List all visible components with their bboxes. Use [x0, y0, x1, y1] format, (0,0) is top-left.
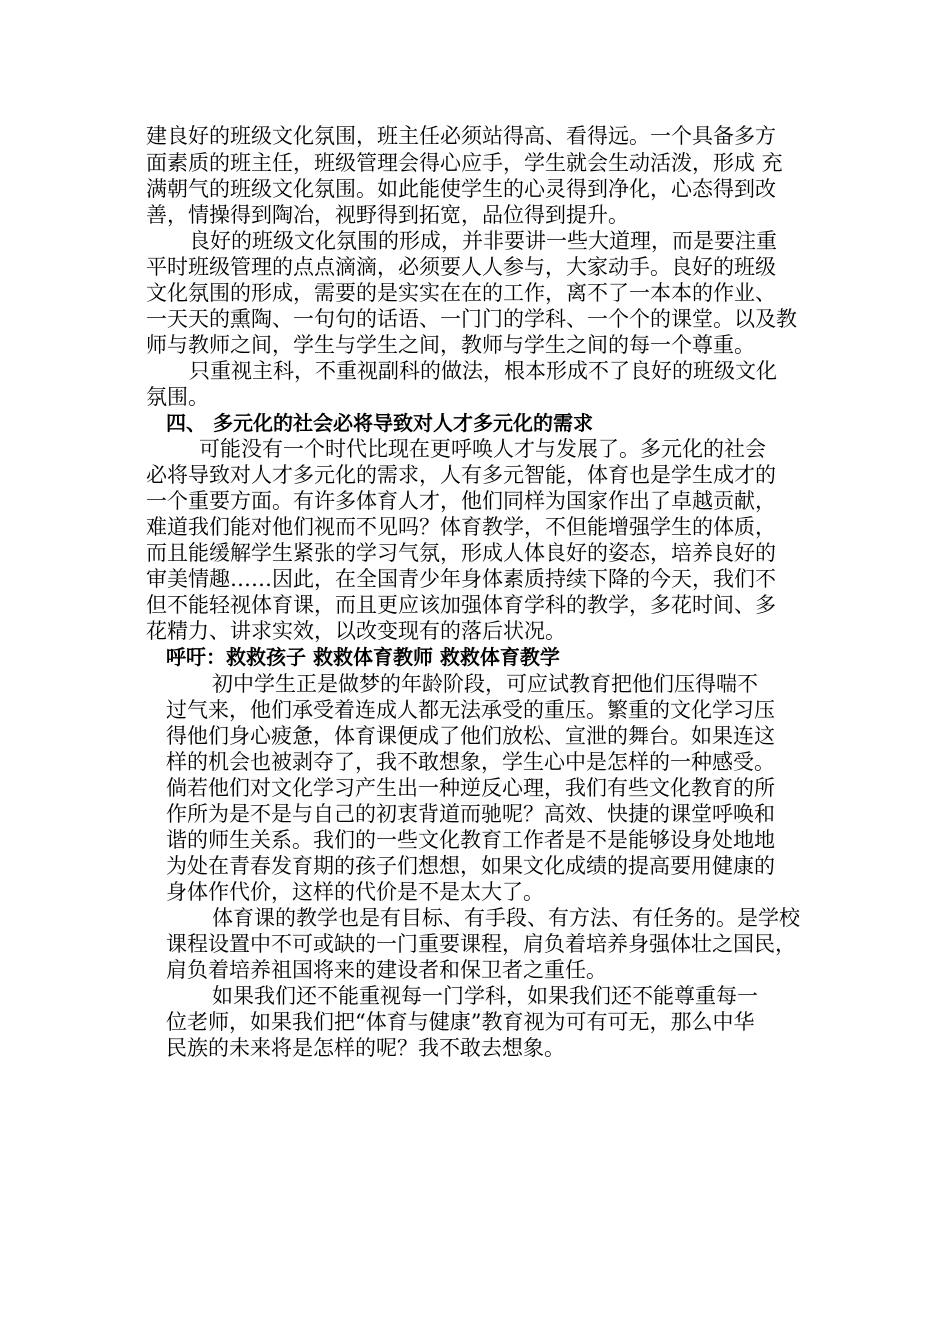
text-line: 肩负着培养祖国将来的建设者和保卫者之重任。 [166, 958, 607, 982]
text-line: 建良好的班级文化氛围，班主任必须站得高、看得远。一个具备多方 [146, 124, 776, 148]
text-line: 倘若他们对文化学习产生出一种逆反心理，我们有些文化教育的所 [166, 776, 775, 800]
text-line: 一个重要方面。有许多体育人才，他们同样为国家作出了卓越贡献， [146, 489, 776, 513]
text-line: 必将导致对人才多元化的需求，人有多元智能，体育也是学生成才的 [146, 463, 776, 487]
text-line: 为处在青春发育期的孩子们想想，如果文化成绩的提高要用健康的 [166, 854, 775, 878]
text-line: 位老师，如果我们把“体育与健康”教育视为可有可无，那么中华 [166, 1010, 755, 1034]
text-line: 初中学生正是做梦的年龄阶段，可应试教育把他们压得喘不 [212, 672, 758, 696]
text-line: 体育课的教学也是有目标、有手段、有方法、有任务的。是学校 [212, 906, 800, 930]
text-line: 平时班级管理的点点滴滴，必须要人人参与，大家动手。良好的班级 [146, 255, 776, 279]
text-line: 花精力、讲求实效，以改变现有的落后状况。 [146, 619, 566, 643]
text-line: 只重视主科，不重视副科的做法，根本形成不了良好的班级文化 [189, 359, 777, 383]
text-line: 作所为是不是与自己的初衷背道而驰呢？高效、快捷的课堂呼唤和 [166, 802, 775, 826]
text-line: 师与教师之间，学生与学生之间，教师与学生之间的每一个尊重。 [146, 333, 755, 357]
text-line: 但不能轻视体育课，而且更应该加强体育学科的教学，多花时间、多 [146, 593, 776, 617]
text-line: 样的机会也被剥夺了，我不敢想象，学生心中是怎样的一种感受。 [166, 750, 775, 774]
text-line: 身体作代价，这样的代价是不是太大了。 [166, 880, 544, 904]
text-line: 课程设置中不可或缺的一门重要课程，肩负着培养身强体壮之国民， [166, 932, 796, 956]
text-line: 良好的班级文化氛围的形成，并非要讲一些大道理，而是要注重 [189, 229, 777, 253]
text-line: 文化氛围的形成，需要的是实实在在的工作，离不了一本本的作业、 [146, 281, 776, 305]
text-line: 难道我们能对他们视而不见吗？体育教学，不但能增强学生的体质， [146, 515, 776, 539]
text-line: 氛围。 [146, 385, 209, 409]
text-line: 可能没有一个时代比现在更呼唤人才与发展了。多元化的社会 [199, 437, 766, 461]
text-line: 满朝气的班级文化氛围。如此能使学生的心灵得到净化，心态得到改 [146, 177, 776, 201]
text-line: 而且能缓解学生紧张的学习气氛，形成人体良好的姿态，培养良好的 [146, 541, 776, 565]
section-heading: 四、 多元化的社会必将导致对人才多元化的需求 [166, 411, 593, 435]
text-line: 善，情操得到陶冶，视野得到拓宽，品位得到提升。 [146, 203, 629, 227]
text-line: 如果我们还不能重视每一门学科，如果我们还不能尊重每一 [212, 984, 758, 1008]
text-line: 一天天的熏陶、一句句的话语、一门门的学科、一个个的课堂。以及教 [146, 307, 797, 331]
text-line: 谐的师生关系。我们的一些文化教育工作者是不是能够设身处地地 [166, 828, 775, 852]
text-line: 审美情趣……因此，在全国青少年身体素质持续下降的今天，我们不 [146, 567, 776, 591]
text-line: 过气来，他们承受着连成人都无法承受的重压。繁重的文化学习压 [166, 698, 775, 722]
appeal-heading: 呼吁：救救孩子 救救体育教师 救救体育教学 [166, 645, 560, 669]
text-line: 民族的未来将是怎样的呢？我不敢去想象。 [166, 1036, 565, 1060]
text-line: 得他们身心疲惫，体育课便成了他们放松、宣泄的舞台。如果连这 [166, 724, 775, 748]
text-line: 面素质的班主任，班级管理会得心应手，学生就会生动活泼，形成 充 [146, 151, 783, 175]
